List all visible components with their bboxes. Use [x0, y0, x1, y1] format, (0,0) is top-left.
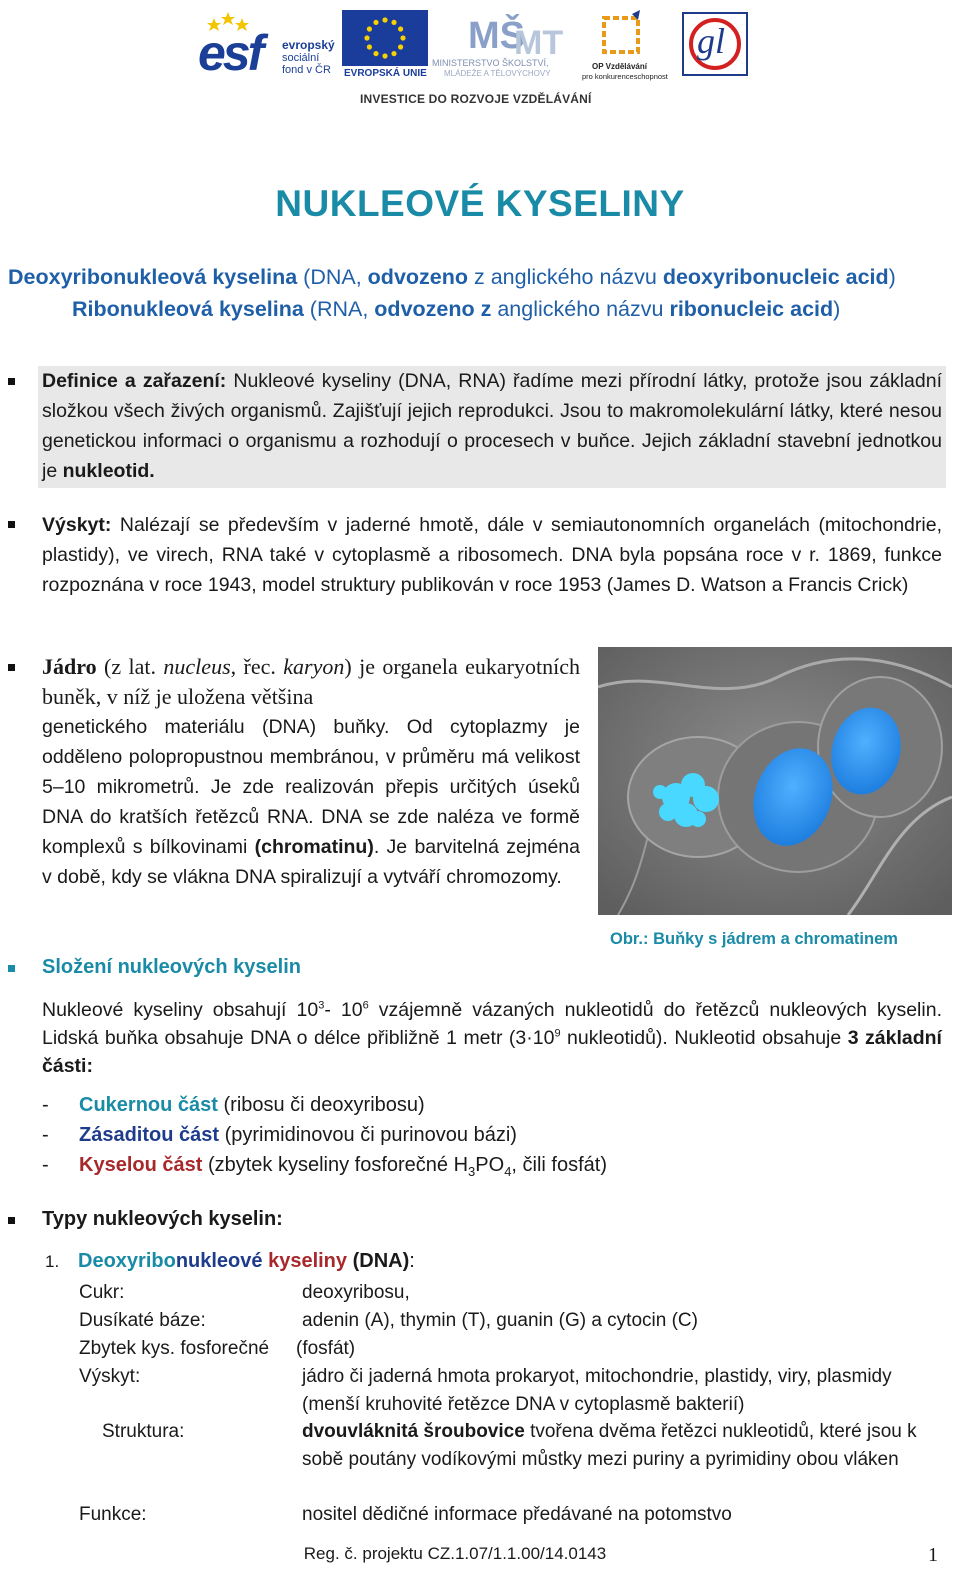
- page-number: 1: [928, 1544, 938, 1566]
- nucleus-part3: ) je organela eukaryotních buněk, v níž je uložena většina: [42, 654, 580, 709]
- bullet-icon: [8, 1217, 15, 1224]
- subtitle-rna-english: ribonucleic acid: [669, 297, 834, 321]
- op-logo: [582, 10, 674, 82]
- occurrence-text: Nalézají se především v jaderné hmotě, dále v semiautonomních organelách (mitochondrie, plastidy), ve virech, RNA také v cytoplasmě a ribosomech. DNA byla popsána roce v r. 1869, funkce rozpoznána v roce 1943, model struktury publikován v roce 1953 (James D. Watson a Francis Crick): [42, 514, 942, 596]
- page-title: NUKLEOVÉ KYSELINY: [275, 183, 685, 224]
- subtitle-rna-name: Ribonukleová kyselina: [72, 297, 304, 321]
- nucleus-intro: [42, 652, 580, 712]
- project-registration: Reg. č. projektu CZ.1.07/1.1.00/14.0143: [303, 1544, 607, 1563]
- dna-phosphate-label: Zbytek kys. fosforečné: [79, 1338, 270, 1359]
- dna-heading-abbr: (DNA): [347, 1250, 410, 1272]
- bullet-icon: [8, 664, 15, 671]
- nucleus-part1: (z lat.: [96, 654, 164, 679]
- svg-text:MŠ: MŠ: [468, 15, 525, 57]
- figure-caption: [610, 930, 898, 949]
- msmt-line2: MLÁDEŽE A TĚLOVÝCHOVY: [444, 69, 551, 78]
- dna-heading-colon: :: [409, 1250, 415, 1272]
- dash-marker: -: [42, 1094, 49, 1116]
- eu-caption: EVROPSKÁ UNIE: [344, 68, 427, 79]
- dna-heading-kyseliny: kyseliny: [268, 1250, 348, 1272]
- subtitle-dna-name: Deoxyribonukleová kyselina: [8, 265, 298, 289]
- eu-star-icon: [391, 51, 396, 56]
- part-acid: [42, 1154, 607, 1177]
- caption-text: Buňky s jádrem a chromatinem: [648, 930, 898, 948]
- dna-heading-deoxyribo: Deoxyribo: [78, 1250, 176, 1272]
- part-base: [42, 1124, 517, 1147]
- occurrence-label: Výskyt:: [42, 514, 112, 536]
- nucleus-text-end: . Je barvitelná zejména v době, kdy se vlákna DNA spiralizují a vytváří chromozomy.: [42, 836, 580, 888]
- dna-function-value: nositel dědičné informace předávané na potomstvo: [302, 1504, 732, 1525]
- op-line2: pro konkurenceschopnost: [582, 72, 668, 81]
- dash-marker: -: [42, 1154, 49, 1176]
- nucleus-chromatin: (chromatinu): [254, 836, 374, 858]
- composition-sup3: 9: [554, 1027, 561, 1040]
- nucleus-greek: karyon: [283, 654, 345, 679]
- subtitle-dna-abbr: (DNA,: [297, 265, 368, 289]
- eu-star-icon: [391, 20, 396, 25]
- eu-star-icon: [382, 17, 387, 22]
- svg-text:MT: MT: [514, 24, 564, 58]
- dna-structure-value: [302, 1418, 922, 1474]
- part-acid-sub1: 3: [468, 1164, 476, 1179]
- composition-text2: - 10: [324, 999, 363, 1021]
- cell-nucleus-photo: [598, 647, 952, 915]
- composition-text1: Nukleové kyseliny obsahují 10: [42, 999, 319, 1021]
- dna-structure-label: Struktura:: [102, 1421, 185, 1442]
- composition-heading: Složení nukleových kyselin: [42, 956, 301, 978]
- msmt-line1: MINISTERSTVO ŠKOLSTVÍ,: [432, 58, 549, 68]
- dna-bases-value: adenin (A), thymin (T), guanin (G) a cytocin (C): [302, 1310, 698, 1331]
- part-acid-name: Kyselou část: [79, 1154, 203, 1176]
- caption-label: Obr.:: [610, 930, 649, 948]
- nucleus-label: Jádro: [42, 654, 97, 679]
- esf-logo: [196, 10, 346, 80]
- definition-label: Definice a zařazení:: [42, 370, 227, 392]
- part-sugar-name: Cukernou část: [79, 1094, 218, 1116]
- eu-flag-logo: [342, 10, 428, 80]
- composition-sup1: 3: [318, 999, 325, 1012]
- types-heading: Typy nukleových kyselin:: [42, 1208, 283, 1230]
- dna-occurrence-value: jádro či jaderná hmota prokaryot, mitochondrie, plastidy, viry, plasmidy (menší kruhovité řetězce DNA v cytoplasmě bakterií): [302, 1366, 892, 1415]
- eu-star-icon: [398, 44, 403, 49]
- dna-bases-label: Dusíkaté báze:: [79, 1310, 206, 1331]
- dna-occurrence-label: Výskyt:: [79, 1366, 141, 1387]
- dna-structure-text: tvořena dvěma řetězci nukleotidů, které jsou k sobě poutány vodíkovými můstky mezi puriny a pyrimidiny obou vláken: [302, 1421, 917, 1470]
- part-sugar-desc: (ribosu či deoxyribosu): [217, 1094, 425, 1116]
- op-line1: OP Vzdělávání: [592, 62, 647, 71]
- dna-heading: [45, 1250, 415, 1273]
- definition-paragraph: [42, 366, 942, 486]
- composition-text4: nukleotidů). Nukleotid obsahuje: [560, 1027, 848, 1049]
- subtitle-rna-from: anglického názvu: [491, 297, 670, 321]
- composition-sup2: 6: [362, 999, 369, 1012]
- gl-text: gl: [697, 21, 726, 61]
- subtitle-dna-from: z anglického názvu: [468, 265, 663, 289]
- part-acid-po: PO: [475, 1154, 505, 1176]
- bullet-icon: [8, 378, 15, 385]
- eu-star-icon: [373, 51, 378, 56]
- subtitle-dna-close: ): [888, 265, 896, 289]
- subtitle-rna: [72, 297, 840, 322]
- msmt-logo: [432, 8, 572, 82]
- subtitle-dna-derived: odvozeno: [367, 265, 469, 289]
- dna-sugar-label: Cukr:: [79, 1282, 125, 1303]
- gl-logo: [682, 12, 748, 76]
- part-sugar: [42, 1094, 425, 1117]
- eu-star-icon: [367, 44, 372, 49]
- eu-star-icon: [367, 26, 372, 31]
- nucleus-part2: , řec.: [230, 654, 284, 679]
- nucleus-paragraph: [42, 712, 580, 892]
- logo-bar: [190, 8, 770, 108]
- part-acid-sub2: 4: [504, 1164, 512, 1179]
- esf-line1: evropský: [282, 38, 335, 52]
- invest-slogan: INVESTICE DO ROZVOJE VZDĚLÁVÁNÍ: [360, 92, 592, 106]
- subtitle-dna: [8, 265, 896, 290]
- nucleus-text: genetického materiálu (DNA) buňky. Od cytoplazmy je odděleno polopropustnou membránou, v průměru má velikost 5–10 mikrometrů. Je zde realizován přepis určitých úseků DNA do kratších řetězců RNA. DNA se zde naléza ve formě komplexů s bílkovinami: [42, 716, 580, 858]
- nucleus-latin: nucleus: [163, 654, 231, 679]
- eu-star-icon: [398, 26, 403, 31]
- subtitle-rna-abbr: (RNA,: [303, 297, 375, 321]
- definition-nukleotid: nukleotid.: [62, 460, 155, 482]
- subtitle-rna-close: ): [833, 297, 841, 321]
- part-acid-end: , čili fosfát): [511, 1154, 607, 1176]
- bullet-icon: [8, 965, 15, 972]
- eu-star-icon: [400, 35, 405, 40]
- definition-text: Nukleové kyseliny (DNA, RNA) řadíme mezi přírodní látky, protože jsou základní složkou všech živých organismů. Zajišťují jejich reprodukci. Jsou to makromolekulární látky, které nesou genetickou informaci o organismu a rozhodují o procesech v buňce. Jejich základní stavební jednotkou je: [42, 370, 942, 482]
- dna-phosphate-value: (fosfát): [296, 1338, 356, 1359]
- subtitle-rna-derived: odvozeno z: [374, 297, 492, 321]
- dash-marker: -: [42, 1124, 49, 1146]
- part-acid-desc: (zbytek kyseliny fosforečné H: [202, 1154, 469, 1176]
- eu-star-icon: [382, 53, 387, 58]
- dna-function-label: Funkce:: [79, 1504, 147, 1525]
- part-base-desc: (pyrimidinovou či purinovou bázi): [219, 1124, 517, 1146]
- dna-sugar-value: deoxyribosu,: [302, 1282, 410, 1303]
- dna-structure-bold: dvouvláknitá šroubovice: [302, 1421, 525, 1442]
- composition-text3: vzájemně vázaných nukleotidů do řetězců nukleových kyselin. Lidská buňka obsahuje DNA o délce přibližně 1 metr (3·10: [42, 999, 942, 1049]
- bullet-icon: [8, 521, 15, 528]
- eu-flag-icon: [342, 10, 428, 66]
- esf-line3: fond v ČR: [282, 64, 331, 76]
- esf-mark: esf: [198, 25, 262, 81]
- composition-paragraph: [42, 996, 942, 1080]
- composition-three-parts: 3 základní části:: [42, 1027, 942, 1077]
- eu-star-icon: [364, 35, 369, 40]
- dna-heading-nukleove: nukleové: [175, 1250, 263, 1272]
- occurrence-paragraph: [42, 510, 942, 600]
- dna-number: 1.: [45, 1252, 60, 1271]
- subtitle-dna-english: deoxyribonucleic acid: [662, 265, 889, 289]
- eu-star-icon: [373, 20, 378, 25]
- part-base-name: Zásaditou část: [79, 1124, 220, 1146]
- esf-line2: sociální: [282, 52, 320, 64]
